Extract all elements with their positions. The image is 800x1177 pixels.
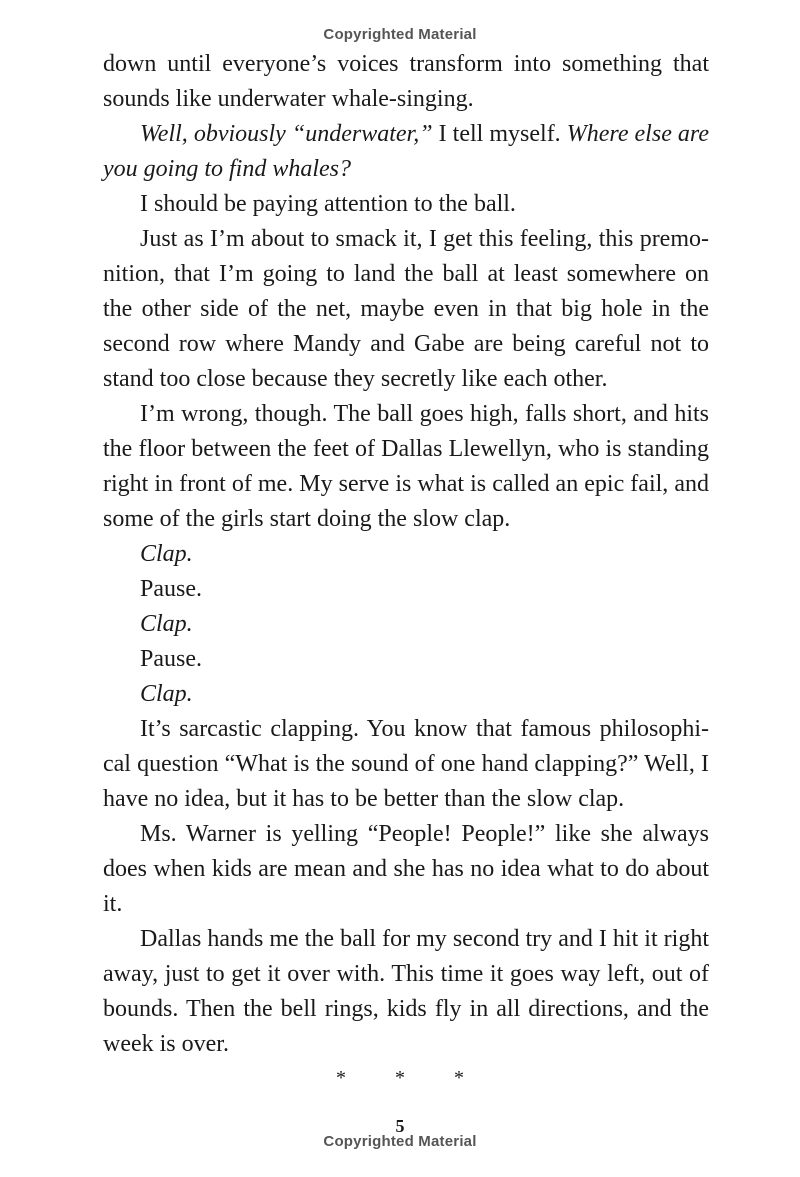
paragraph	[103, 537, 709, 572]
paragraph	[103, 572, 709, 607]
italic-text: Clap.	[140, 541, 193, 567]
paragraph	[103, 187, 709, 222]
body-text	[103, 47, 709, 1062]
scene-break: * * *	[336, 1067, 486, 1089]
paragraph	[103, 47, 709, 117]
copyright-watermark-top: Copyrighted Material	[323, 26, 477, 43]
paragraph	[103, 117, 709, 187]
paragraph	[103, 397, 709, 537]
copyright-watermark-bottom: Copyrighted Material	[323, 1133, 477, 1150]
paragraph	[103, 922, 709, 1062]
paragraph	[103, 817, 709, 922]
paragraph	[103, 607, 709, 642]
paragraph	[103, 712, 709, 817]
text-segment: Ms. Warner is yelling “People! People!” like she always does when kids are mean and she has no idea what to do about it.	[103, 821, 709, 917]
text-segment: It’s sarcastic clapping. You know that famous philosophi-cal question “What is the sound of one hand clapping?” Well, I have no idea, but it has to be better than the slow clap.	[103, 716, 709, 812]
text-segment: I’m wrong, though. The ball goes high, falls short, and hits the floor between the feet of Dallas Llewellyn, who is standing right in front of me. My serve is what is called an epic fail, and some of the girls start doing the slow clap.	[103, 401, 709, 532]
italic-text: Clap.	[140, 681, 193, 707]
text-segment: down until everyone’s voices transform into something that sounds like underwater whale-singing.	[103, 51, 709, 112]
italic-text: Well, obviously “underwater,”	[140, 121, 433, 147]
page-number: 5	[395, 1116, 405, 1136]
text-segment: Just as I’m about to smack it, I get this feeling, this premo-nition, that I’m going to land the ball at least somewhere on the other side of the net, maybe even in that big hole in the second row where Mandy and Gabe are being careful not to stand too close because they secretly like each other.	[103, 226, 709, 392]
italic-text: Where else are you going to find whales?	[103, 121, 709, 182]
italic-text: Clap.	[140, 611, 193, 637]
text-segment: Dallas hands me the ball for my second try and I hit it right away, just to get it over with. This time it goes way left, out of bounds. Then the bell rings, kids fly in all directions, and the week is over.	[103, 926, 709, 1057]
text-segment: Pause.	[140, 646, 202, 672]
paragraph	[103, 677, 709, 712]
text-segment: Pause.	[140, 576, 202, 602]
text-segment: I should be paying attention to the ball.	[140, 191, 516, 217]
paragraph	[103, 222, 709, 397]
paragraph	[103, 642, 709, 677]
text-segment: I tell myself.	[432, 121, 567, 147]
